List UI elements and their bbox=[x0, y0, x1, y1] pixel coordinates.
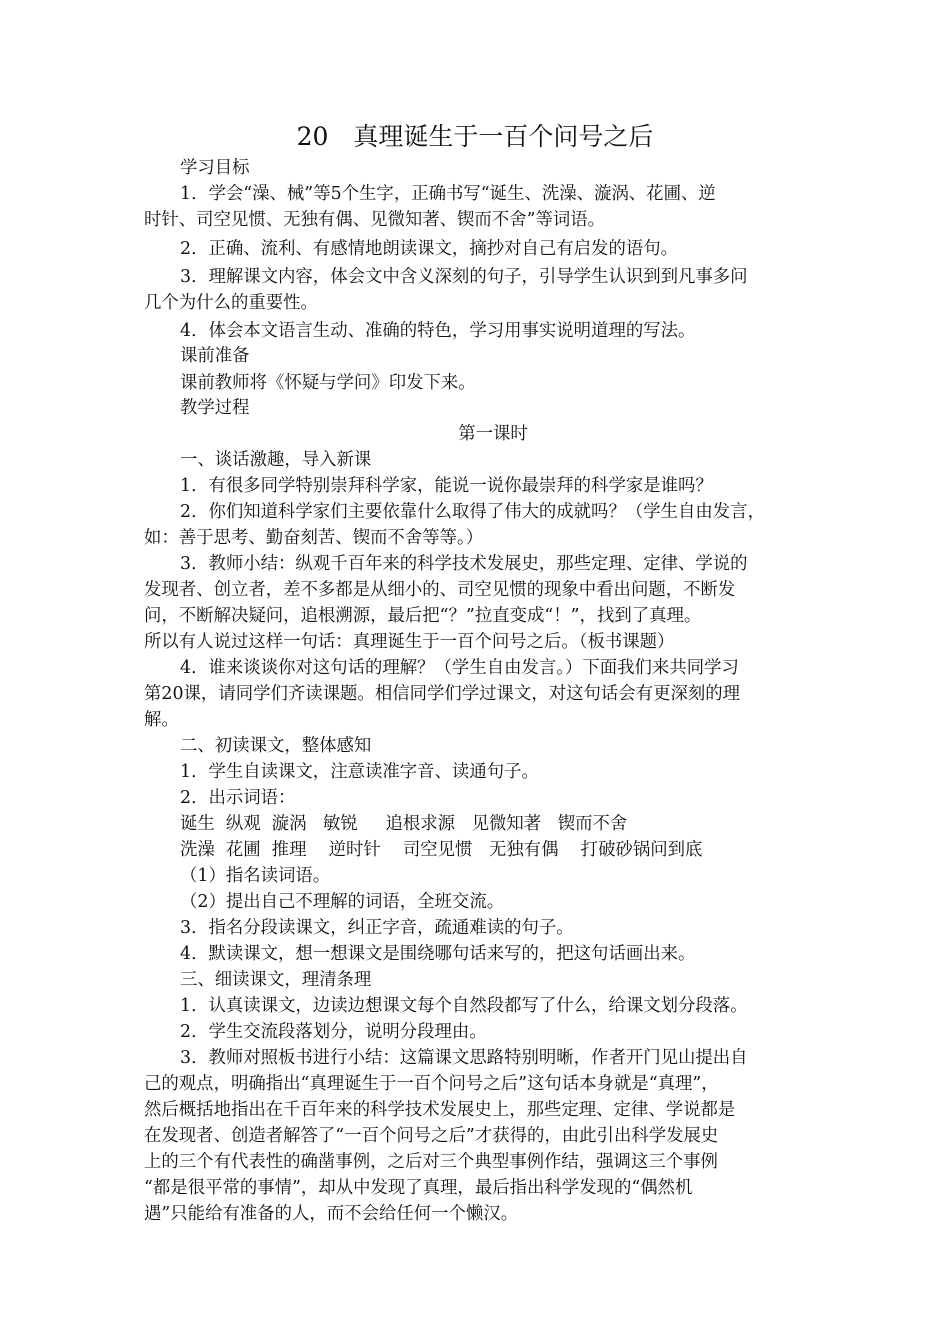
vocabulary-row-1: 诞生 纵观 漩涡 敏锐 追根求源 见微知著 锲而不舍 bbox=[180, 814, 628, 834]
paragraph-line: 3．教师对照板书进行小结：这篇课文思路特别明晰，作者开门见山提出自 bbox=[180, 1048, 748, 1068]
heading-process: 教学过程 bbox=[180, 398, 250, 418]
vocabulary-row-2: 洗澡 花圃 推理 逆时针 司空见惯 无独有偶 打破砂锅问到底 bbox=[180, 840, 703, 860]
paragraph-line: “都是很平常的事情”，却从中发现了真理，最后指出科学发现的“偶然机 bbox=[144, 1178, 693, 1198]
heading-preparation: 课前准备 bbox=[180, 346, 250, 366]
lesson-period-heading: 第一课时 bbox=[458, 424, 528, 444]
paragraph-line: 2．你们知道科学家们主要依靠什么取得了伟大的成就吗？（学生自由发言， bbox=[180, 502, 765, 522]
paragraph-line: 3．指名分段读课文，纠正字音，疏通难读的句子。 bbox=[180, 918, 574, 938]
paragraph-line: （1）指名读词语。 bbox=[180, 866, 331, 886]
paragraph-line: 1．认真读课文，边读边想课文每个自然段都写了什么，给课文划分段落。 bbox=[180, 996, 748, 1016]
paragraph-line: 1．有很多同学特别崇拜科学家，能说一说你最崇拜的科学家是谁吗？ bbox=[180, 476, 713, 496]
section-3-heading: 三、细读课文，理清条理 bbox=[180, 970, 372, 990]
preparation-text: 课前教师将《怀疑与学问》印发下来。 bbox=[180, 373, 476, 393]
goal-1-line-2: 时针、司空见惯、无独有偶、见微知著、锲而不舍”等词语。 bbox=[144, 210, 606, 230]
heading-learning-goals: 学习目标 bbox=[180, 158, 250, 178]
paragraph-line: 所以有人说过这样一句话：真理诞生于一百个问号之后。（板书课题） bbox=[144, 632, 675, 652]
goal-3-line-2: 几个为什么的重要性。 bbox=[144, 293, 318, 313]
goal-3-line-1: 3．理解课文内容，体会文中含义深刻的句子，引导学生认识到到凡事多问 bbox=[180, 267, 748, 287]
paragraph-line: 如：善于思考、勤奋刻苦、锲而不舍等等。） bbox=[144, 528, 484, 548]
section-2-heading: 二、初读课文，整体感知 bbox=[180, 736, 372, 756]
goal-4: 4．体会本文语言生动、准确的特色，学习用事实说明道理的写法。 bbox=[180, 321, 696, 341]
paragraph-line: 在发现者、创造者解答了“一百个问号之后”才获得的，由此引出科学发展史 bbox=[144, 1126, 719, 1146]
paragraph-line: 2．学生交流段落划分，说明分段理由。 bbox=[180, 1022, 487, 1042]
goal-1-line-1: 1．学会“澡、械”等5个生字，正确书写“诞生、洗澡、漩涡、花圃、逆 bbox=[180, 184, 716, 204]
paragraph-line: 上的三个有代表性的确凿事例，之后对三个典型事例作结，强调这三个事例 bbox=[144, 1152, 718, 1172]
paragraph-line: 己的观点，明确指出“真理诞生于一百个问号之后”这句话本身就是“真理”， bbox=[144, 1074, 719, 1094]
lesson-title: 20 真理诞生于一百个问号之后 bbox=[296, 122, 654, 151]
paragraph-line: （2）提出自己不理解的词语，全班交流。 bbox=[180, 892, 505, 912]
section-1-heading: 一、谈话激趣，导入新课 bbox=[180, 450, 372, 470]
paragraph-line: 3．教师小结：纵观千百年来的科学技术发展史，那些定理、定律、学说的 bbox=[180, 554, 748, 574]
goal-2: 2．正确、流利、有感情地朗读课文，摘抄对自己有启发的语句。 bbox=[180, 239, 679, 259]
paragraph-line: 2．出示词语： bbox=[180, 788, 296, 808]
paragraph-line: 4．默读课文，想一想课文是围绕哪句话来写的，把这句话画出来。 bbox=[180, 944, 696, 964]
paragraph-line: 遇”只能给有准备的人，而不会给任何一个懒汉。 bbox=[144, 1204, 519, 1224]
paragraph-line: 发现者、创立者，差不多都是从细小的、司空见惯的现象中看出问题，不断发 bbox=[144, 580, 736, 600]
paragraph-line: 1．学生自读课文，注意读准字音、读通句子。 bbox=[180, 762, 539, 782]
paragraph-line: 4．谁来谈谈你对这句话的理解？（学生自由发言。）下面我们来共同学习 bbox=[180, 658, 739, 678]
paragraph-line: 问，不断解决疑问，追根溯源，最后把“？”拉直变成“！”，找到了真理。 bbox=[144, 606, 702, 626]
paragraph-line: 解。 bbox=[144, 710, 179, 730]
paragraph-line: 然后概括地指出在千百年来的科学技术发展史上，那些定理、定律、学说都是 bbox=[144, 1100, 736, 1120]
paragraph-line: 第20课，请同学们齐读课题。相信同学们学过课文，对这句话会有更深刻的理 bbox=[144, 684, 741, 704]
